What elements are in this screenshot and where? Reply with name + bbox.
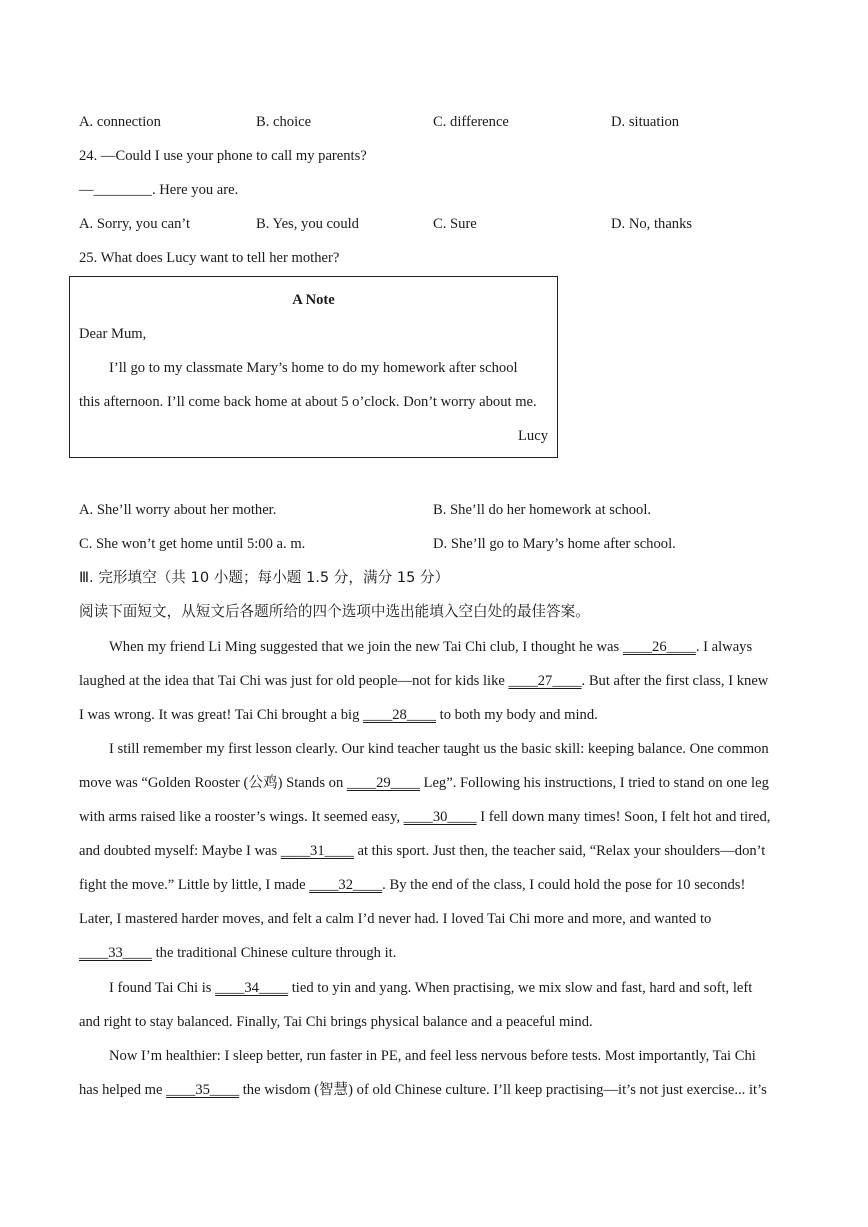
passage-p4-line-1: Now I’m healthier: I sleep better, run faster in PE, and feel less nervous before tests. Most importantly, Tai Chi bbox=[109, 1048, 756, 1064]
q23-option-c: C. difference bbox=[433, 114, 509, 130]
blank-30: ____30____ bbox=[403, 809, 477, 825]
q23-option-d: D. situation bbox=[611, 114, 680, 130]
note-line-2: this afternoon. I’ll come back home at about 5 o’clock. Don’t worry about me. bbox=[79, 394, 537, 410]
q25-option-a: A. She’ll worry about her mother. bbox=[79, 502, 277, 518]
q24-option-b: B. Yes, you could bbox=[256, 216, 359, 232]
blank-31: ____31____ bbox=[280, 843, 354, 859]
q24-question: 24. —Could I use your phone to call my parents? bbox=[79, 148, 367, 164]
blank-35: ____35____ bbox=[166, 1082, 240, 1098]
passage-p2-line-5: fight the move.” Little by little, I made ____32____. By the end of the class, I could hold the pose for 10 seconds! bbox=[79, 877, 746, 893]
q23-option-a: A. connection bbox=[79, 114, 161, 130]
passage-p2-line-6: Later, I mastered harder moves, and felt a calm I’d never had. I loved Tai Chi more and more, and wanted to bbox=[79, 911, 712, 927]
passage-p2-line-7: ____33____ the traditional Chinese culture through it. bbox=[79, 945, 397, 961]
section-instruction: 阅读下面短文，从短文后各题所给的四个选项中选出能填入空白处的最佳答案。 bbox=[79, 603, 590, 620]
blank-33: ____33____ bbox=[79, 945, 152, 961]
note-box bbox=[69, 276, 558, 458]
passage-p4-line-2: has helped me ____35____ the wisdom (智慧) of old Chinese culture. I’ll keep practising—it’s not just exercise... it’s bbox=[79, 1082, 767, 1098]
q23-option-b: B. choice bbox=[256, 114, 312, 130]
q24-answer-line: —________. Here you are. bbox=[79, 182, 239, 198]
section-heading: Ⅲ. 完形填空（共 10 小题；每小题 1.5 分，满分 15 分） bbox=[79, 569, 450, 586]
note-title: A Note bbox=[292, 292, 335, 308]
passage-p1-line-3: I was wrong. It was great! Tai Chi brought a big ____28____ to both my body and mind. bbox=[79, 707, 598, 723]
note-signature: Lucy bbox=[518, 428, 548, 444]
blank-34: ____34____ bbox=[215, 980, 289, 996]
passage-p2-line-3: with arms raised like a rooster’s wings. It seemed easy, ____30____ I fell down many times! Soon, I felt hot and tired, bbox=[79, 809, 771, 825]
q24-option-d: D. No, thanks bbox=[611, 216, 693, 232]
q25-option-d: D. She’ll go to Mary’s home after school. bbox=[433, 536, 676, 552]
passage-p1-line-1: When my friend Li Ming suggested that we join the new Tai Chi club, I thought he was ____26____. I always bbox=[109, 639, 753, 655]
passage-p2-line-1: I still remember my first lesson clearly. Our kind teacher taught us the basic skill: keeping balance. One common bbox=[109, 741, 769, 757]
blank-29: ____29____ bbox=[346, 775, 420, 791]
blank-32: ____32____ bbox=[309, 877, 383, 893]
q25-question: 25. What does Lucy want to tell her mother? bbox=[79, 250, 340, 266]
q25-option-b: B. She’ll do her homework at school. bbox=[433, 502, 652, 518]
passage-p3-line-2: and right to stay balanced. Finally, Tai Chi brings physical balance and a peaceful mind. bbox=[79, 1014, 593, 1030]
blank-26: ____26____ bbox=[622, 639, 696, 655]
blank-28: ____28____ bbox=[363, 707, 437, 723]
q25-option-c: C. She won’t get home until 5:00 a. m. bbox=[79, 536, 306, 552]
passage-p2-line-4: and doubted myself: Maybe I was ____31____ at this sport. Just then, the teacher said, “Relax your shoulders—don’t bbox=[79, 843, 766, 859]
note-greeting: Dear Mum, bbox=[79, 326, 147, 342]
note-line-1: I’ll go to my classmate Mary’s home to do my homework after school bbox=[109, 360, 518, 376]
blank-27: ____27____ bbox=[508, 673, 582, 689]
q24-option-a: A. Sorry, you can’t bbox=[79, 216, 191, 232]
passage-p2-line-2: move was “Golden Rooster (公鸡) Stands on ____29____ Leg”. Following his instructions, I tried to stand on one leg bbox=[79, 775, 769, 791]
passage-p1-line-2: laughed at the idea that Tai Chi was just for old people—not for kids like ____27____. But after the first class, I knew bbox=[79, 673, 769, 689]
q24-option-c: C. Sure bbox=[433, 216, 477, 232]
passage-p3-line-1: I found Tai Chi is ____34____ tied to yin and yang. When practising, we mix slow and fast, hard and soft, left bbox=[109, 980, 753, 996]
